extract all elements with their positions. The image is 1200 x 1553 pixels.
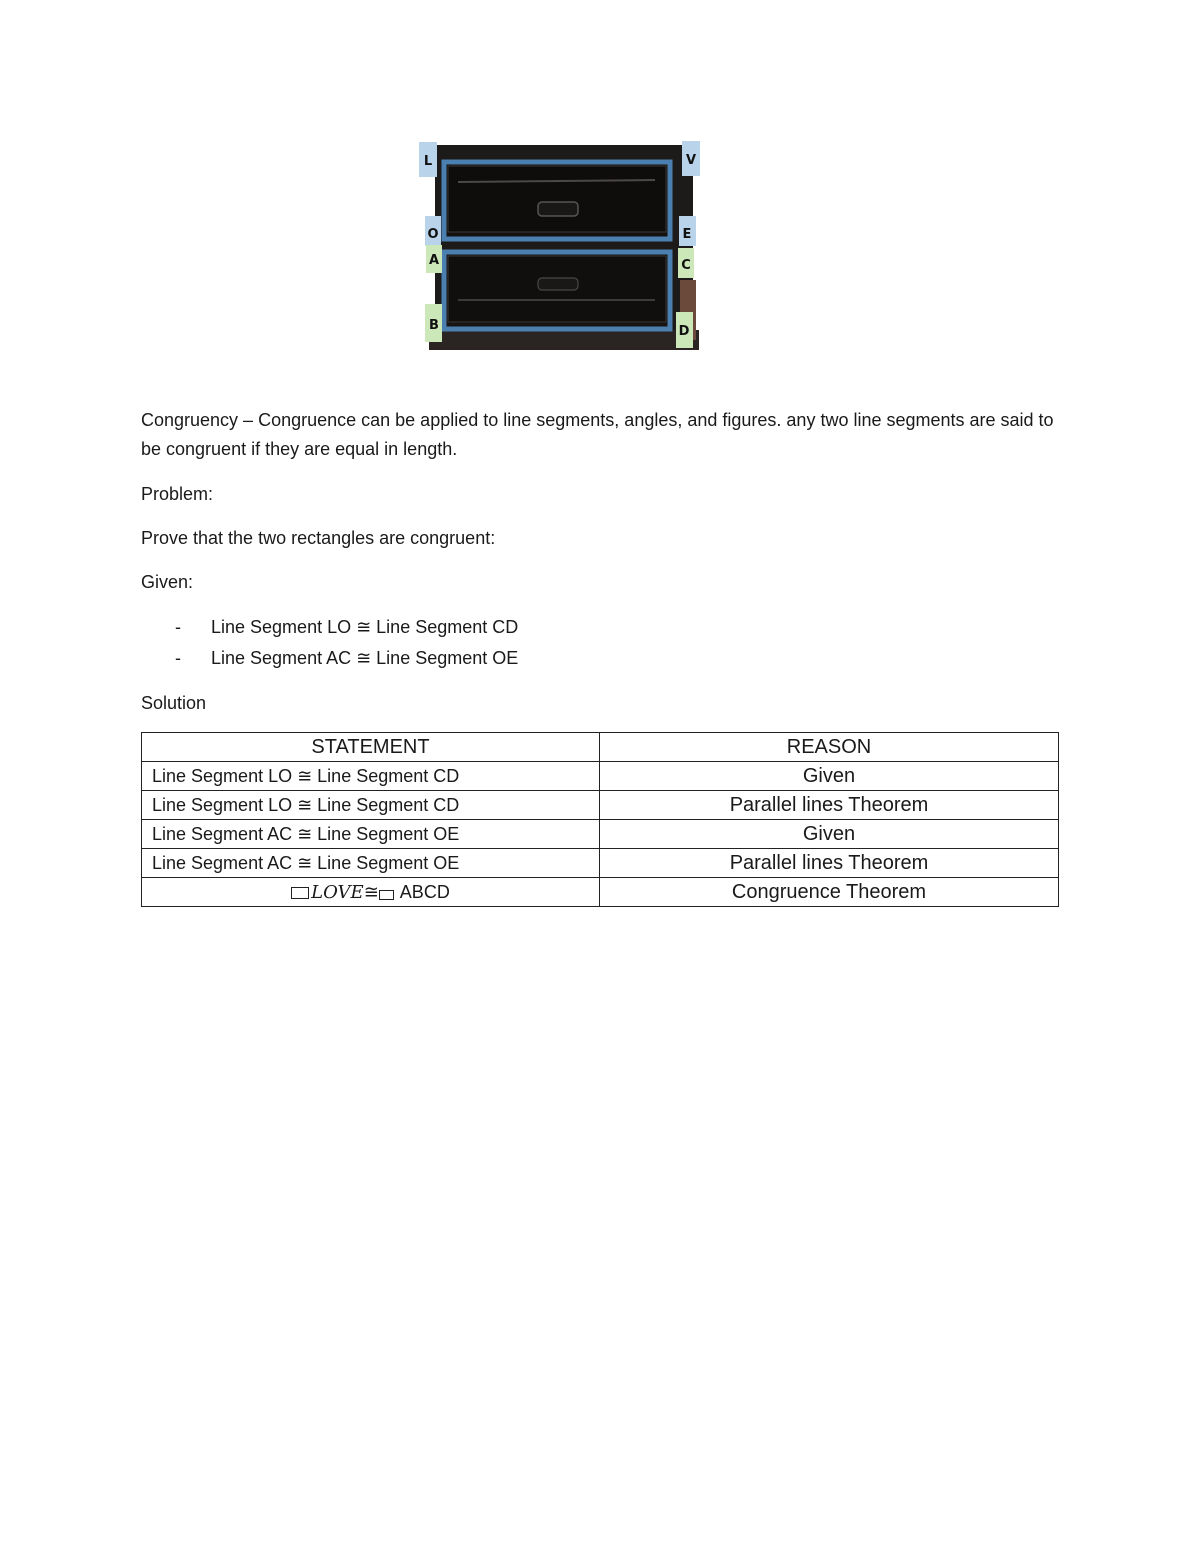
table-row — [142, 849, 1059, 878]
rectangle-symbol-icon — [379, 890, 394, 900]
svg-text:L: L — [423, 154, 433, 169]
reason-cell: Given — [600, 820, 1059, 849]
given-item — [141, 612, 841, 643]
svg-text:B: B — [429, 318, 439, 333]
list-dash: - — [175, 648, 181, 668]
cabinet-base — [429, 330, 699, 350]
table-row — [142, 762, 1059, 791]
solution-label: Solution — [141, 693, 207, 713]
bottom-drawer-handle — [538, 278, 578, 290]
reason-cell: Congruence Theorem — [600, 878, 1059, 907]
problem-label: Problem: — [141, 484, 214, 504]
label-b — [425, 304, 442, 342]
top-drawer-panel — [448, 166, 666, 232]
statement-cell-final — [142, 878, 600, 907]
given-list — [141, 612, 841, 674]
proof-table — [141, 732, 1059, 907]
svg-text:E: E — [682, 227, 692, 242]
list-dash: - — [175, 617, 181, 637]
given-item-text: Line Segment AC ≅ Line Segment OE — [211, 648, 519, 668]
table-row — [142, 878, 1059, 907]
statement-header: STATEMENT — [142, 733, 600, 762]
svg-text:A: A — [428, 253, 440, 268]
statement-cell: Line Segment AC ≅ Line Segment OE — [142, 849, 600, 878]
reason-cell: Given — [600, 762, 1059, 791]
given-label: Given: — [141, 572, 194, 592]
math-abcd: ABCD — [395, 881, 450, 902]
given-item — [141, 643, 841, 674]
table-row — [142, 791, 1059, 820]
statement-cell: Line Segment LO ≅ Line Segment CD — [142, 762, 600, 791]
label-c — [678, 248, 694, 278]
reason-header: REASON — [600, 733, 1059, 762]
math-love: LOVE — [311, 881, 364, 903]
rectangle-symbol-icon — [291, 887, 309, 899]
label-l — [419, 142, 437, 177]
statement-cell: Line Segment LO ≅ Line Segment CD — [142, 791, 600, 820]
given-item-text: Line Segment LO ≅ Line Segment CD — [211, 617, 519, 637]
congruent-symbol: ≅ — [363, 881, 379, 902]
reason-cell: Parallel lines Theorem — [600, 849, 1059, 878]
svg-text:V: V — [685, 153, 697, 168]
table-row — [142, 820, 1059, 849]
table-header-row — [142, 733, 1059, 762]
label-v — [682, 141, 700, 176]
definition-paragraph: Congruency – Congruence can be applied to line segments, angles, and figures. any two line segments are said to be congruent if they are equal in length. — [141, 410, 1054, 459]
label-e — [679, 216, 696, 246]
prove-statement: Prove that the two rectangles are congruent: — [141, 528, 496, 548]
label-o — [425, 216, 441, 246]
svg-text:O: O — [427, 227, 439, 242]
cabinet-photo — [400, 130, 730, 370]
svg-text:D: D — [678, 324, 690, 339]
label-a — [426, 245, 442, 273]
cabinet-figure — [400, 130, 730, 370]
svg-text:C: C — [681, 258, 691, 273]
top-drawer-handle — [538, 202, 578, 216]
reason-cell: Parallel lines Theorem — [600, 791, 1059, 820]
statement-cell: Line Segment AC ≅ Line Segment OE — [142, 820, 600, 849]
label-d — [676, 312, 693, 348]
